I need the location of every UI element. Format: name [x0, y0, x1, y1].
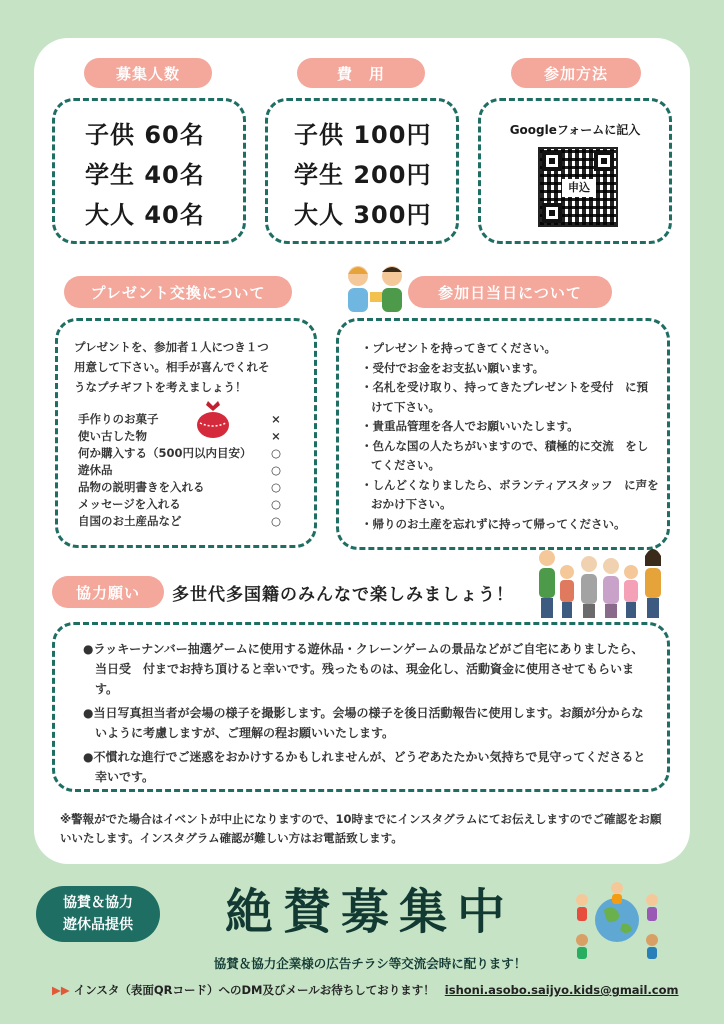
- coop-item: ●不慣れな進行でご迷惑をおかけするかもしれませんが、どうぞあたたかい気持ちで見守ってくださると幸いです。: [83, 750, 646, 784]
- sponsor-badge: [36, 886, 160, 942]
- gift-exchange-illustration-icon: [340, 262, 412, 314]
- qr-code[interactable]: [538, 147, 618, 227]
- recruit-line: 大人 40名: [85, 201, 205, 229]
- day-item: ・プレゼントを持ってきてください。: [361, 341, 557, 355]
- coop-item: ●ラッキーナンバー抽選ゲームに使用する遊休品・クレーンゲームの景品などがご自宅にありましたら、当日受 付までお持ち頂けると幸いです。残ったものは、現金化し、活動資金に使用させてもらいます。: [83, 642, 644, 696]
- present-intro: 用意して下さい。相手が喜んでくれそ: [74, 360, 270, 374]
- day-item: ・色んな国の人たちがいますので、積極的に交流 をしてください。: [361, 438, 649, 472]
- coop-headline: 多世代多国籍のみんなで楽しみましょう！: [172, 585, 514, 605]
- day-item: ・貴重品管理を各人でお願いいたします。: [361, 419, 579, 433]
- present-box: [55, 318, 317, 548]
- day-item: ・受付でお金をお支払い願います。: [361, 360, 545, 375]
- contact-email-link[interactable]: ishoni.asobo.saijyo.kids@gmail.com: [444, 983, 679, 997]
- day-item: ・しんどくなりましたら、ボランティアスタッフ に声をおかけ下さい。: [361, 477, 659, 511]
- footer-subline: 協賛＆協力企業様の広告チラシ等交流会時に配ります！: [213, 956, 527, 971]
- coop-box: [52, 622, 670, 792]
- day-item: ・帰りのお土産を忘れずに持って帰ってください。: [361, 516, 626, 531]
- present-intro: プレゼントを、参加者１人につき１つ: [74, 340, 269, 354]
- weather-notice: ※警報がでた場合はイベントが中止になりますので、10時までにインスタグラムにてお伝えしますのでご確認をお願いいたします。インスタグラム確認が難しい方はお電話致します。: [60, 812, 662, 845]
- gift-item: 遊休品 ○: [78, 463, 282, 477]
- coop-item: ●当日写真担当者が会場の様子を撮影します。会場の様子を後日活動報告に使用します。お顔が分からないように考慮しますが、ご理解の程お願いいたします。: [83, 706, 644, 740]
- double-arrow-icon: ▶▶: [52, 983, 70, 997]
- recruit-box: [52, 98, 246, 244]
- gift-item: 何か購入する（500円以内目安） ○: [78, 446, 282, 460]
- coop-title: 協力願い: [52, 576, 164, 608]
- gift-item: 自国のお土産品など ○: [78, 514, 282, 528]
- present-title: プレゼント交換について: [64, 276, 292, 308]
- badge-line: 協賛＆協力: [63, 895, 133, 911]
- recruiting-headline: 絶賛募集中: [224, 884, 515, 940]
- family-illustration-icon: [533, 542, 673, 622]
- recruit-line: 子供 60名: [85, 121, 205, 149]
- contact-prefix: インスタ（表面QRコード）へのDM及びメールお待ちしております！: [73, 983, 435, 997]
- present-intro: うなプチギフトを考えましょう！: [74, 380, 247, 394]
- day-item: ・名札を受け取り、持ってきたプレゼントを受付 に預けて下さい。: [361, 380, 649, 414]
- gift-item: 品物の説明書きを入れる ○: [78, 480, 282, 494]
- join-title: 参加方法: [511, 58, 641, 88]
- fee-box: [265, 98, 459, 244]
- gift-item: 使い古した物 ×: [78, 429, 281, 443]
- recruit-title: 募集人数: [84, 58, 212, 88]
- gift-item: メッセージを入れる ○: [78, 497, 282, 511]
- contact-line: [52, 982, 692, 998]
- fee-line: 大人 300円: [294, 201, 432, 229]
- join-text: Googleフォームに記入: [509, 123, 641, 137]
- fee-line: 学生 200円: [294, 161, 432, 189]
- fee-line: 子供 100円: [294, 121, 432, 149]
- badge-line: 遊休品提供: [63, 917, 133, 933]
- gift-item: 手作りのお菓子 ×: [78, 412, 281, 426]
- day-box: [336, 318, 670, 550]
- globe-children-illustration-icon: [568, 880, 666, 960]
- recruit-line: 学生 40名: [85, 161, 205, 189]
- join-box: [478, 98, 672, 244]
- qr-label: 申込: [562, 179, 596, 197]
- day-title: 参加日当日について: [408, 276, 612, 308]
- fee-title: 費 用: [297, 58, 425, 88]
